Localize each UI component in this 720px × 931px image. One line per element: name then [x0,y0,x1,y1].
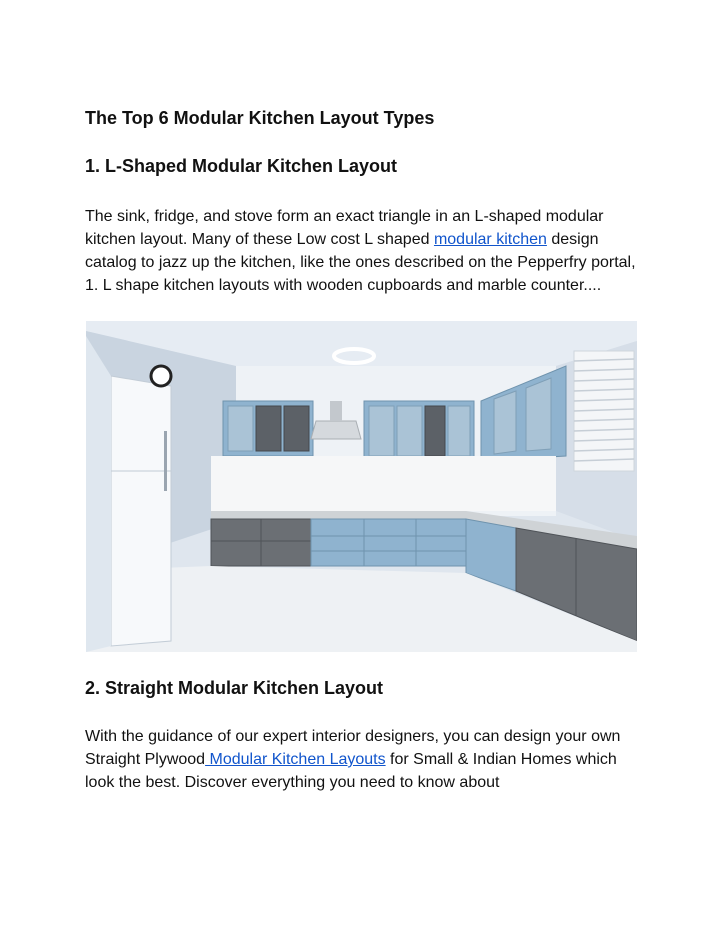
section-heading-straight: 2. Straight Modular Kitchen Layout [85,678,384,698]
section-paragraph-l-shaped [85,205,645,297]
document-title: The Top 6 Modular Kitchen Layout Types [85,108,435,128]
section-heading-l-shaped: 1. L-Shaped Modular Kitchen Layout [85,156,398,176]
paragraph-text: for Small & Indian Homes which look the best. Discover everything you need to know about [85,751,617,791]
window-blinds [574,351,634,471]
paragraph-text: design catalog to jazz up the kitchen, like the ones described on the Pepperfry portal, 1. L shape kitchen layouts with wooden cupboards and marble counter.... [85,231,636,294]
paragraph-text: The sink, fridge, and stove form an exact triangle in an L-shaped modular kitchen layout. Many of these Low cost L shaped [85,208,604,248]
modular-kitchen-link[interactable]: modular kitchen [433,231,547,248]
section-paragraph-straight [85,725,645,794]
modular-kitchen-layouts-link[interactable]: Modular Kitchen Layouts [205,751,386,768]
kitchen-photo [86,321,637,652]
paragraph-text: With the guidance of our expert interior designers, you can design your own Straight Plywood [85,728,621,768]
